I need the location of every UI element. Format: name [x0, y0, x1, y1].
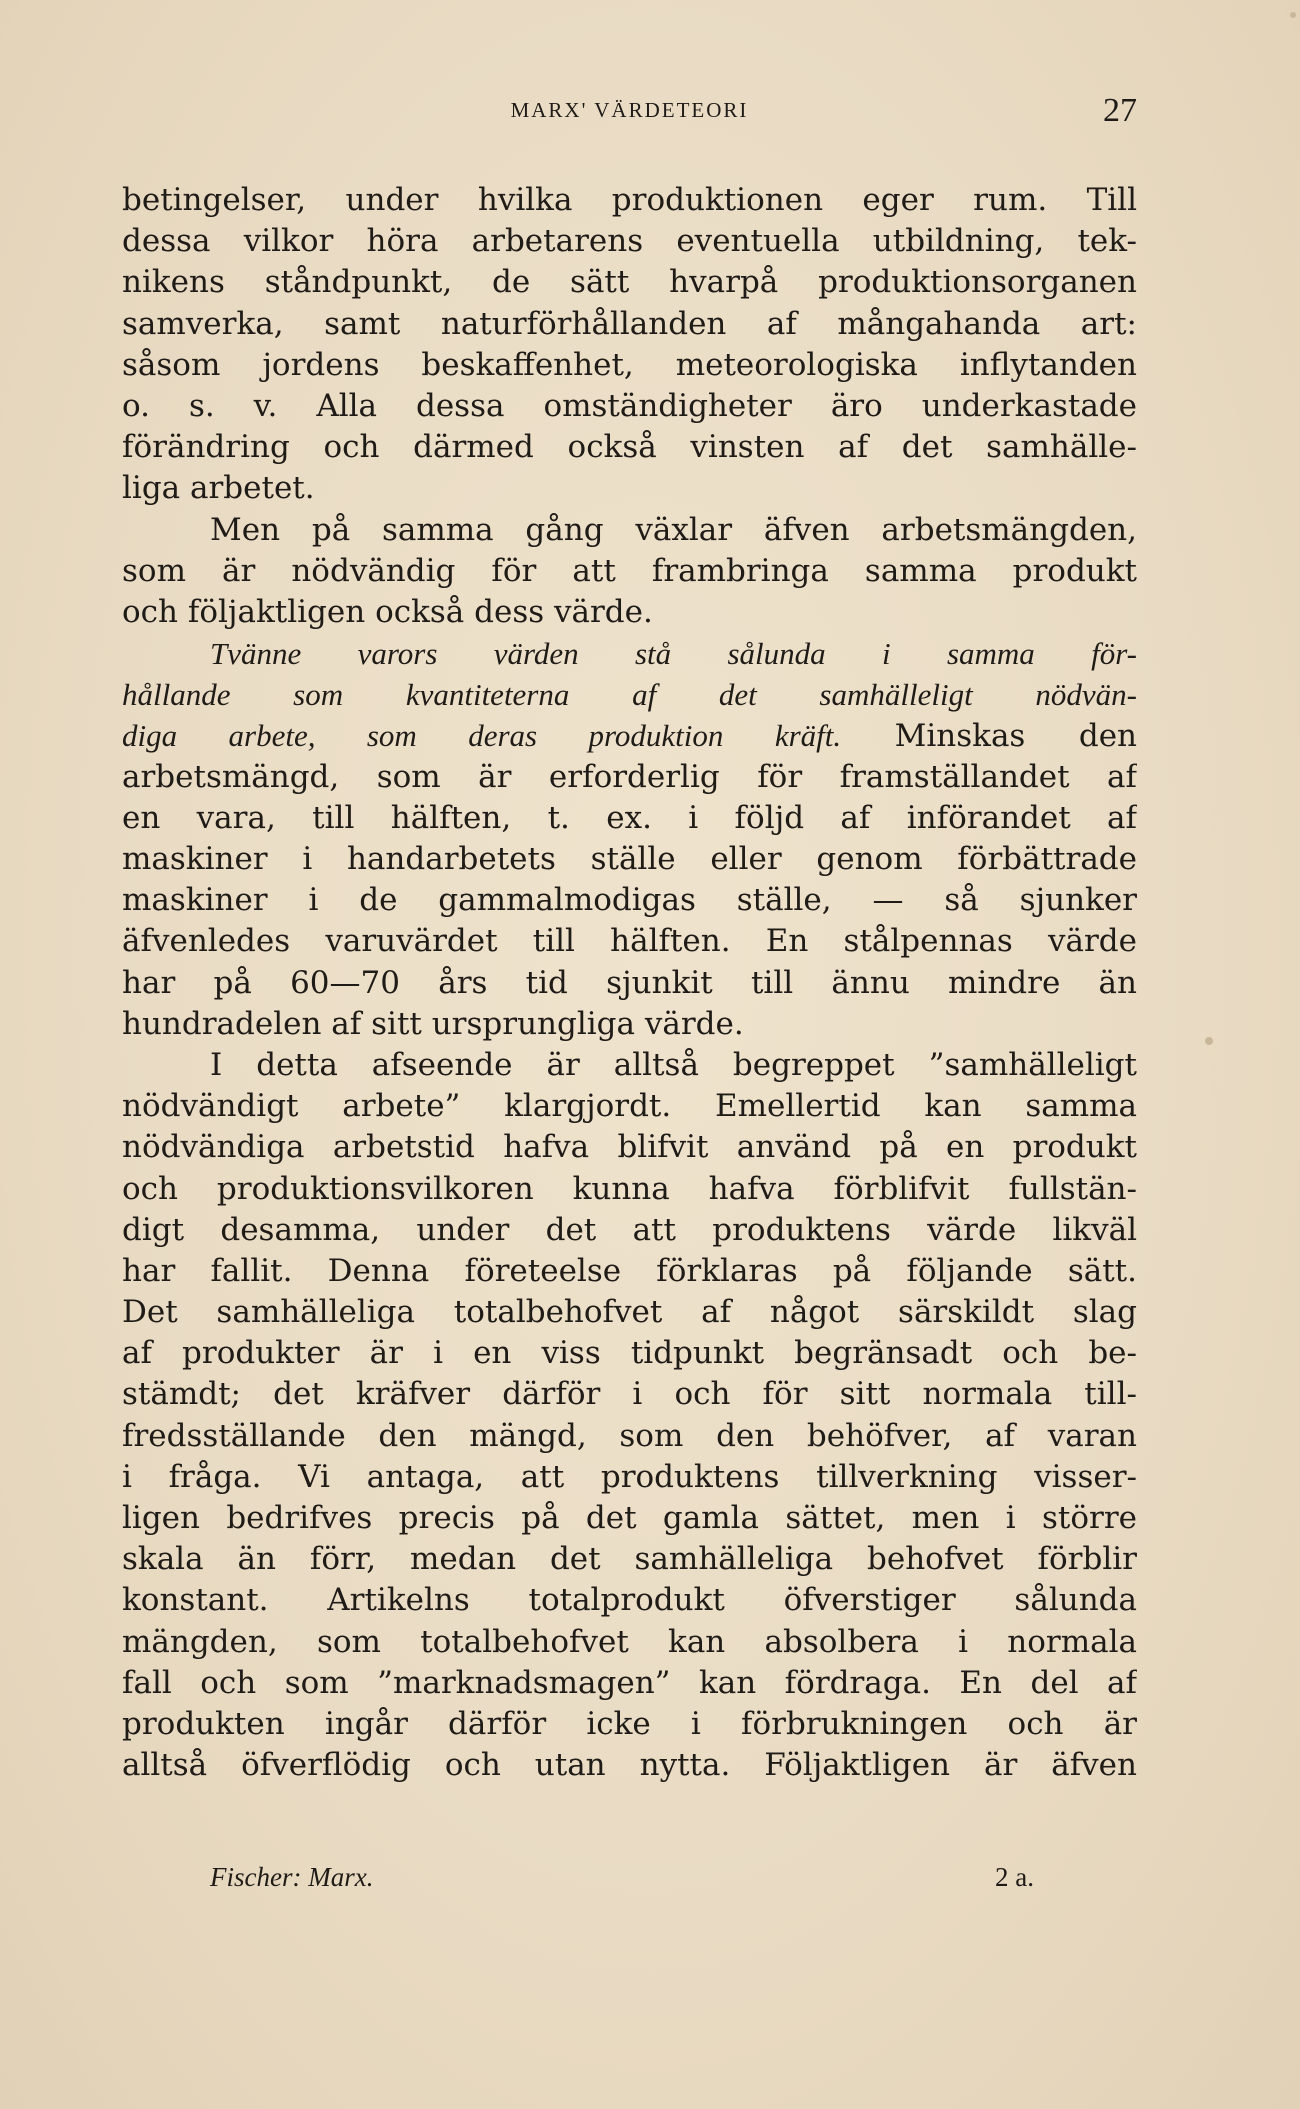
text-line: nödvändigt arbete” klargjordt. Emellertid kan samma: [122, 1088, 1137, 1125]
signature-mark-sheet: 2 a.: [995, 1862, 1034, 1892]
text-line: nödvändiga arbetstid hafva blifvit använd på en produkt: [122, 1129, 1137, 1166]
page-header: [122, 92, 1137, 132]
text-line: en vara, till hälften, t. ex. i följd af införandet af: [122, 799, 1137, 836]
text-line: hållande som kvantiteterna af det samhälleligt nödvän-: [122, 677, 1137, 713]
text-line: har på 60—70 års tid sjunkit till ännu mindre än: [122, 964, 1137, 1001]
text-line: äfvenledes varuvärdet till hälften. En stålpennas värde: [122, 923, 1137, 960]
text-line: Men på samma gång växlar äfven arbetsmängden,: [210, 511, 1137, 548]
body-text: [122, 180, 1137, 1786]
text-line: fredsställande den mängd, som den behöfver, af varan: [122, 1417, 1137, 1454]
text-line: dessa vilkor höra arbetarens eventuella utbildning, tek-: [122, 223, 1137, 260]
text-line: maskiner i handarbetets ställe eller genom förbättrade: [122, 841, 1137, 877]
text-line: mängden, som totalbehofvet kan absolbera i normala: [122, 1623, 1137, 1660]
text-line: såsom jordens beskaffenhet, meteorologiska inflytanden: [122, 346, 1137, 383]
paper-speck: [1205, 1037, 1213, 1045]
text-line: maskiner i de gammalmodigas ställe, — så sjunker: [122, 882, 1137, 919]
text-line: ligen bedrifves precis på det gamla sättet, men i större: [122, 1500, 1137, 1536]
text-line: af produkter är i en viss tidpunkt begränsadt och be-: [122, 1335, 1137, 1372]
text-line: betingelser, under hvilka produktionen eger rum. Till: [122, 182, 1137, 218]
text-line: konstant. Artikelns totalprodukt öfverstiger sålunda: [122, 1582, 1137, 1619]
text-line: alltså öfverflödig och utan nytta. Följaktligen är äfven: [122, 1747, 1137, 1784]
text-line: skala än förr, medan det samhälleliga behofvet förblir: [122, 1541, 1137, 1578]
text-line: I detta afseende är alltså begreppet ”samhälleligt: [210, 1046, 1137, 1083]
text-line: [122, 715, 1137, 756]
text-line: stämdt; det kräfver därför i och för sitt normala till-: [122, 1376, 1137, 1413]
page-number: 27: [1103, 92, 1137, 129]
page-footer: [210, 1862, 1060, 1902]
text-line: arbetsmängd, som är erforderlig för framställandet af: [122, 758, 1137, 795]
text-line: har fallit. Denna företeelse förklaras på följande sätt.: [122, 1252, 1137, 1289]
text-line: som är nödvändig för att frambringa samma produkt: [122, 552, 1137, 589]
roman-run: Minskas den: [841, 718, 1137, 755]
text-line: förändring och därmed också vinsten af det samhälle-: [122, 429, 1137, 466]
text-line: nikens ståndpunkt, de sätt hvarpå produktionsorganen: [122, 264, 1137, 301]
signature-mark-author: Fischer: Marx.: [210, 1862, 374, 1892]
paper-speck: [1290, 12, 1296, 18]
text-line: hundradelen af sitt ursprungliga värde.: [122, 1005, 744, 1042]
text-line: fall och som ”marknadsmagen” kan fördraga. En del af: [122, 1664, 1137, 1701]
text-line: liga arbetet.: [122, 470, 315, 507]
text-line: Det samhälleliga totalbehofvet af något särskildt slag: [122, 1294, 1137, 1331]
text-line: och följaktligen också dess värde.: [122, 593, 653, 630]
text-line: och produktionsvilkoren kunna hafva förblifvit fullstän-: [122, 1170, 1137, 1207]
text-line: Tvänne varors värden stå sålunda i samma för-: [210, 636, 1137, 672]
text-line: i fråga. Vi antaga, att produktens tillverkning visser-: [122, 1458, 1137, 1495]
running-head: MARX' VÄRDETEORI: [510, 98, 749, 122]
text-line: o. s. v. Alla dessa omständigheter äro underkastade: [122, 387, 1137, 424]
text-line: produkten ingår därför icke i förbrukningen och är: [122, 1705, 1137, 1742]
text-line: digt desamma, under det att produktens värde likväl: [122, 1211, 1137, 1248]
text-line: samverka, samt naturförhållanden af mångahanda art:: [122, 305, 1137, 342]
italic-run: diga arbete, som deras produktion kräft.: [122, 718, 842, 754]
